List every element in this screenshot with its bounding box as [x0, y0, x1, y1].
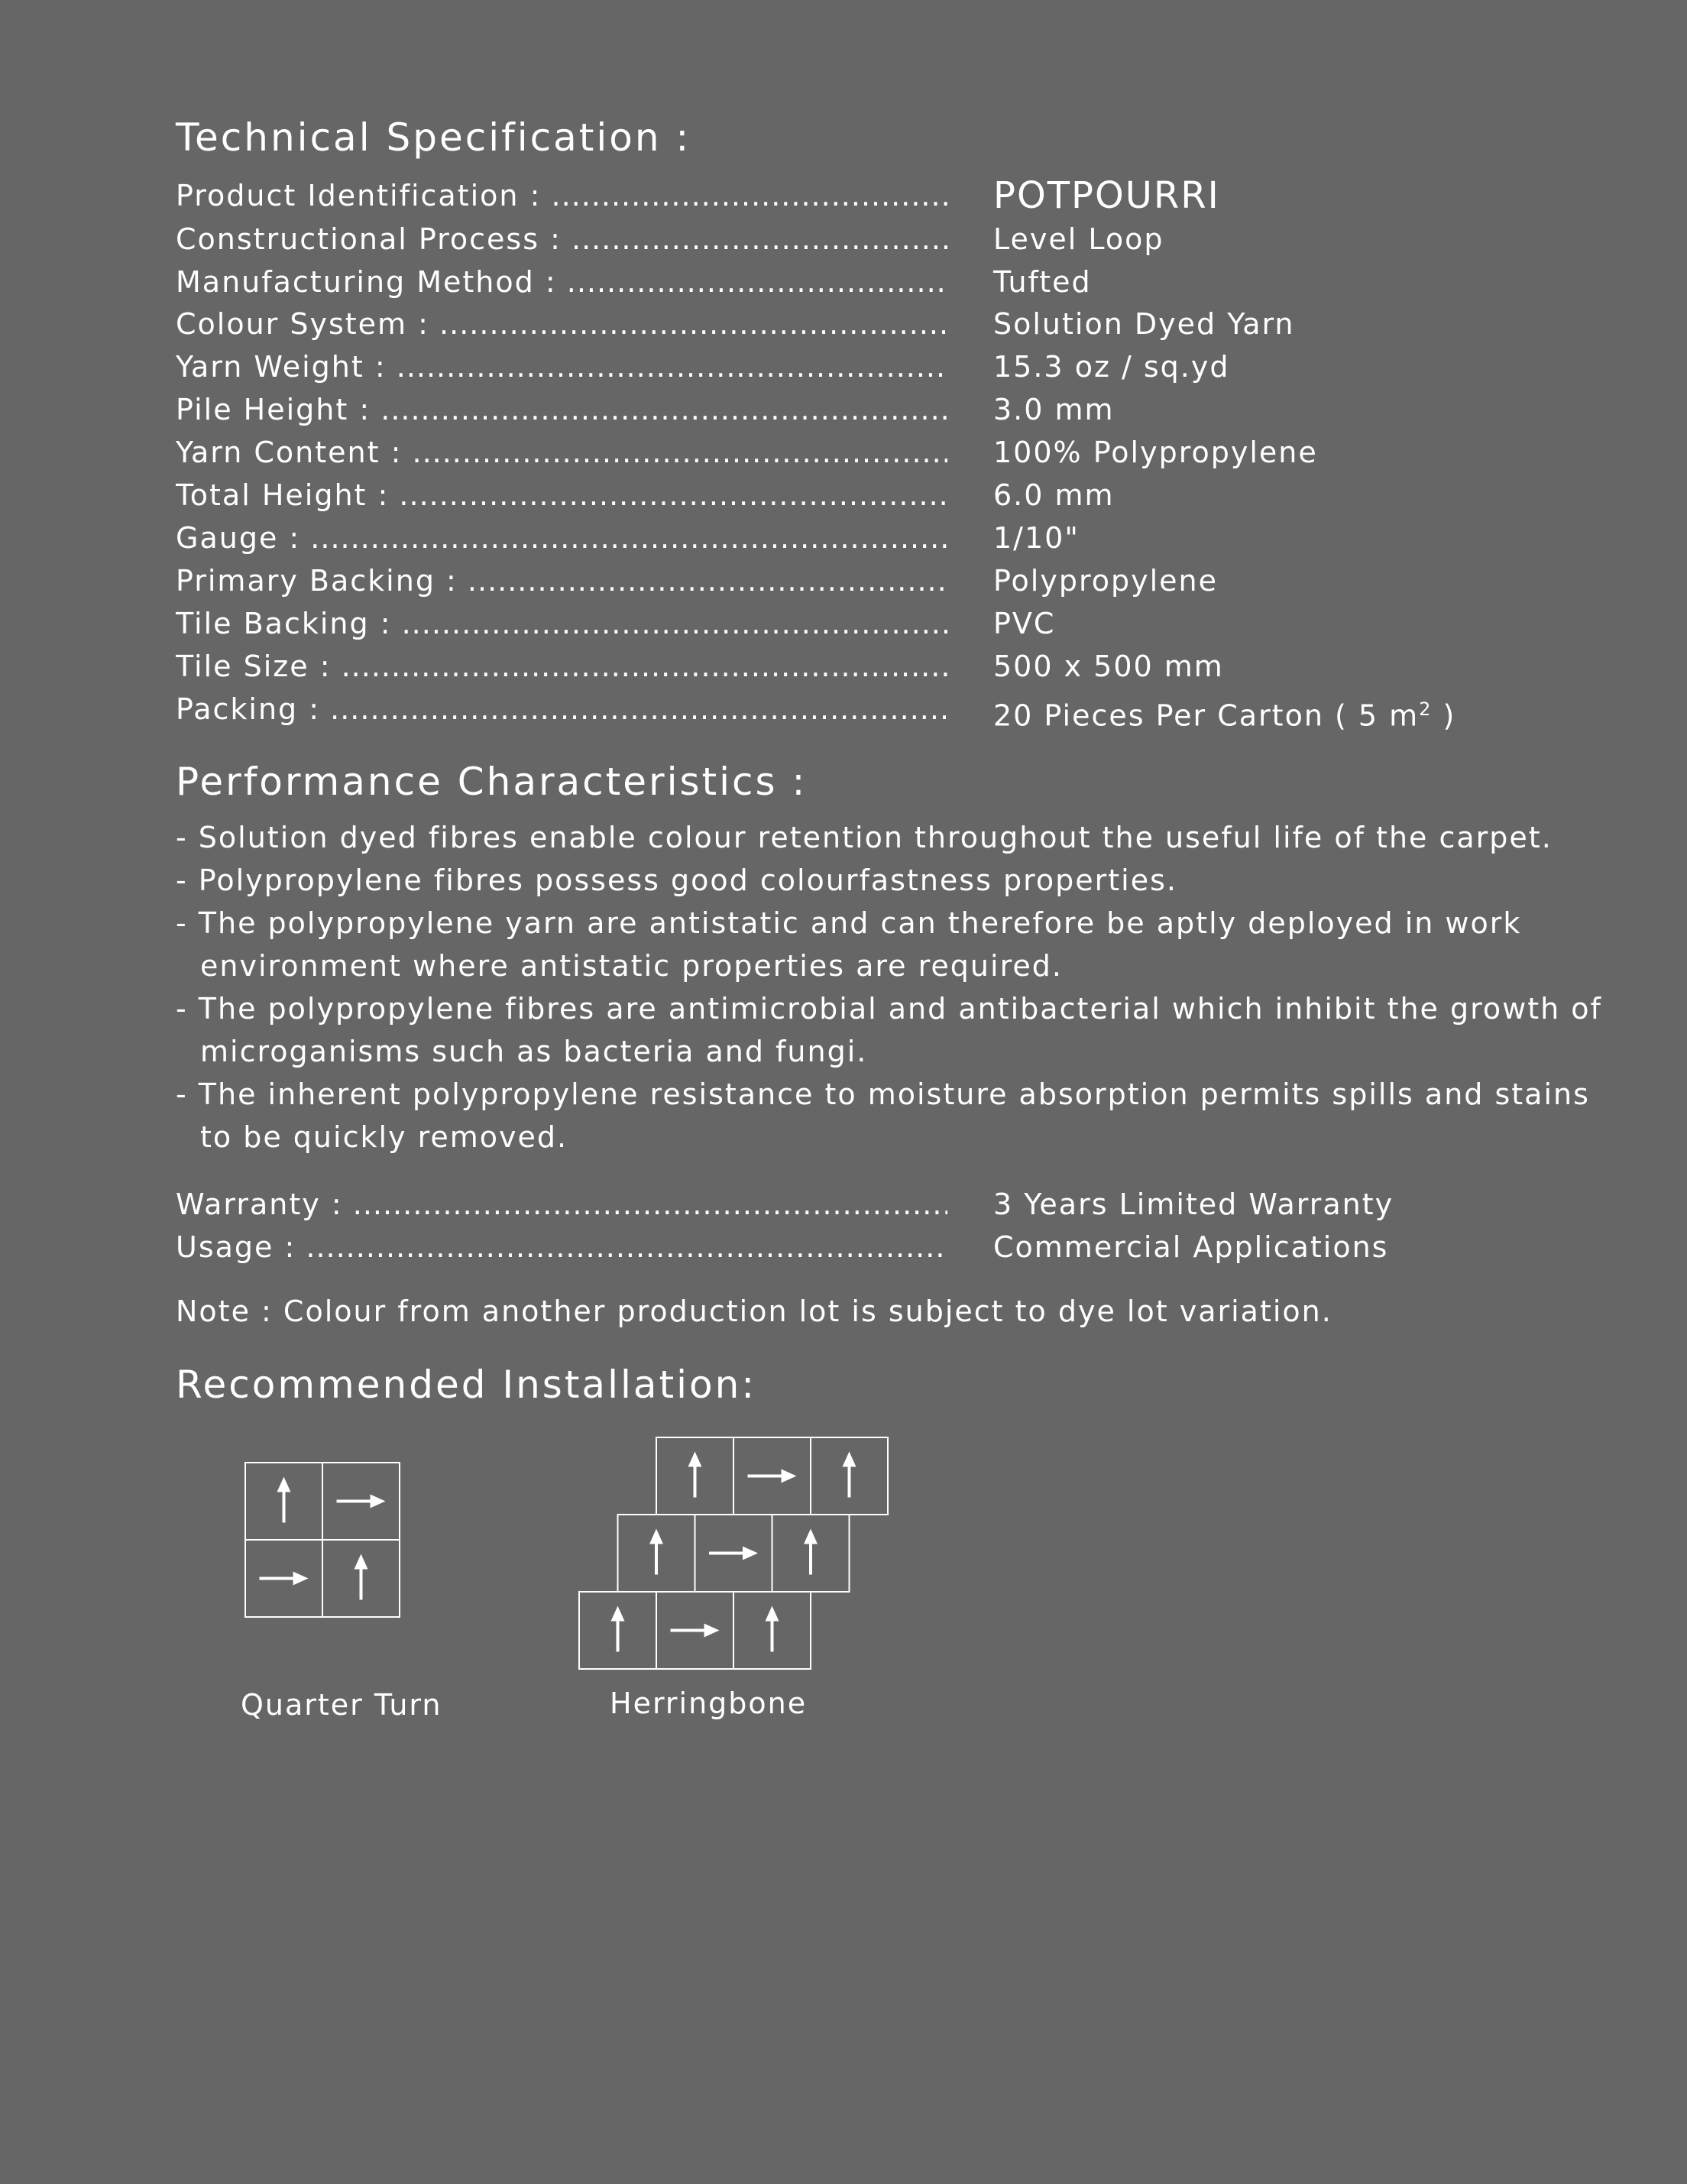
spec-label: Total Height : .....: [176, 474, 947, 517]
arrow-up-icon: [766, 1606, 779, 1652]
spec-label: Packing : .....: [176, 688, 947, 731]
spec-value: 100% Polypropylene: [993, 436, 1318, 469]
spec-value: 3.0 mm: [993, 393, 1115, 426]
arrow-up-icon: [355, 1554, 368, 1600]
spec-value: Level Loop: [993, 222, 1164, 256]
arrow-right-icon: [671, 1624, 720, 1638]
square-superscript: 2: [1419, 698, 1433, 720]
spec-label: Tile Backing : .....: [176, 602, 947, 645]
spec-value: 15.3 oz / sq.yd: [993, 350, 1230, 384]
performance-characteristics-heading: Performance Characteristics :: [176, 760, 808, 804]
spec-label: Primary Backing : .....: [176, 559, 947, 602]
arrow-right-icon: [748, 1470, 797, 1483]
spec-value: 3 Years Limited Warranty: [993, 1188, 1394, 1221]
recommended-installation-heading: Recommended Installation:: [176, 1363, 757, 1407]
spec-value: 6.0 mm: [993, 478, 1115, 512]
spec-label: Yarn Content : .....: [176, 431, 947, 474]
performance-item: - Solution dyed fibres enable colour retention throughout the useful life of the carpet.: [176, 821, 1553, 854]
packing-value-end: ): [1432, 698, 1456, 733]
spec-value: POTPOURRI: [993, 174, 1220, 217]
performance-item: - The polypropylene fibres are antimicrobial and antibacterial which inhibit the growth of microganisms such as bacteria and fungi.: [176, 992, 1602, 1068]
performance-item: - The polypropylene yarn are antistatic and can therefore be aptly deployed in work environment where antistatic properties are required.: [176, 906, 1522, 983]
arrow-right-icon: [260, 1572, 309, 1586]
arrow-up-icon: [804, 1529, 818, 1575]
spec-value: PVC: [993, 607, 1056, 640]
arrow-up-icon: [649, 1529, 663, 1575]
performance-item: - The inherent polypropylene resistance to moisture absorption permits spills and stains to be quickly removed.: [176, 1077, 1590, 1154]
spec-value: Solution Dyed Yarn: [993, 307, 1295, 341]
packing-value-text: 20 Pieces Per Carton ( 5 m: [993, 698, 1420, 733]
spec-label: Pile Height : .....: [176, 388, 947, 431]
herringbone-diagram: [578, 1437, 889, 1670]
technical-specification-heading: Technical Specification :: [176, 115, 691, 160]
arrow-up-icon: [611, 1606, 625, 1652]
spec-label: Warranty : .....: [176, 1183, 947, 1226]
performance-item: - Polypropylene fibres possess good colourfastness properties.: [176, 864, 1177, 897]
quarter-turn-caption: Quarter Turn: [241, 1688, 442, 1722]
spec-label: Gauge : .....: [176, 517, 947, 559]
arrow-up-icon: [688, 1452, 702, 1498]
spec-label: Tile Size : .....: [176, 645, 947, 688]
arrow-right-icon: [337, 1495, 386, 1508]
arrow-up-icon: [843, 1452, 856, 1498]
spec-value: 500 x 500 mm: [993, 650, 1224, 683]
spec-label: Product Identification : .....: [176, 174, 947, 217]
performance-characteristics-list: [176, 816, 1627, 1158]
spec-value: Tufted: [993, 265, 1092, 299]
spec-value: 1/10": [993, 521, 1080, 555]
dye-lot-note: Note : Colour from another production lot is subject to dye lot variation.: [176, 1295, 1332, 1328]
arrow-up-icon: [277, 1477, 291, 1523]
quarter-turn-diagram: [244, 1462, 401, 1619]
spec-label: Usage : .....: [176, 1226, 947, 1269]
spec-value: Commercial Applications: [993, 1230, 1389, 1264]
spec-value: Polypropylene: [993, 564, 1219, 598]
spec-value: [993, 688, 1455, 737]
spec-label: Colour System : .....: [176, 303, 947, 345]
arrow-right-icon: [709, 1547, 758, 1560]
spec-label: Manufacturing Method : .....: [176, 261, 947, 303]
spec-label: Constructional Process : .....: [176, 218, 947, 261]
spec-label: Yarn Weight : .....: [176, 345, 947, 388]
herringbone-caption: Herringbone: [610, 1687, 808, 1720]
